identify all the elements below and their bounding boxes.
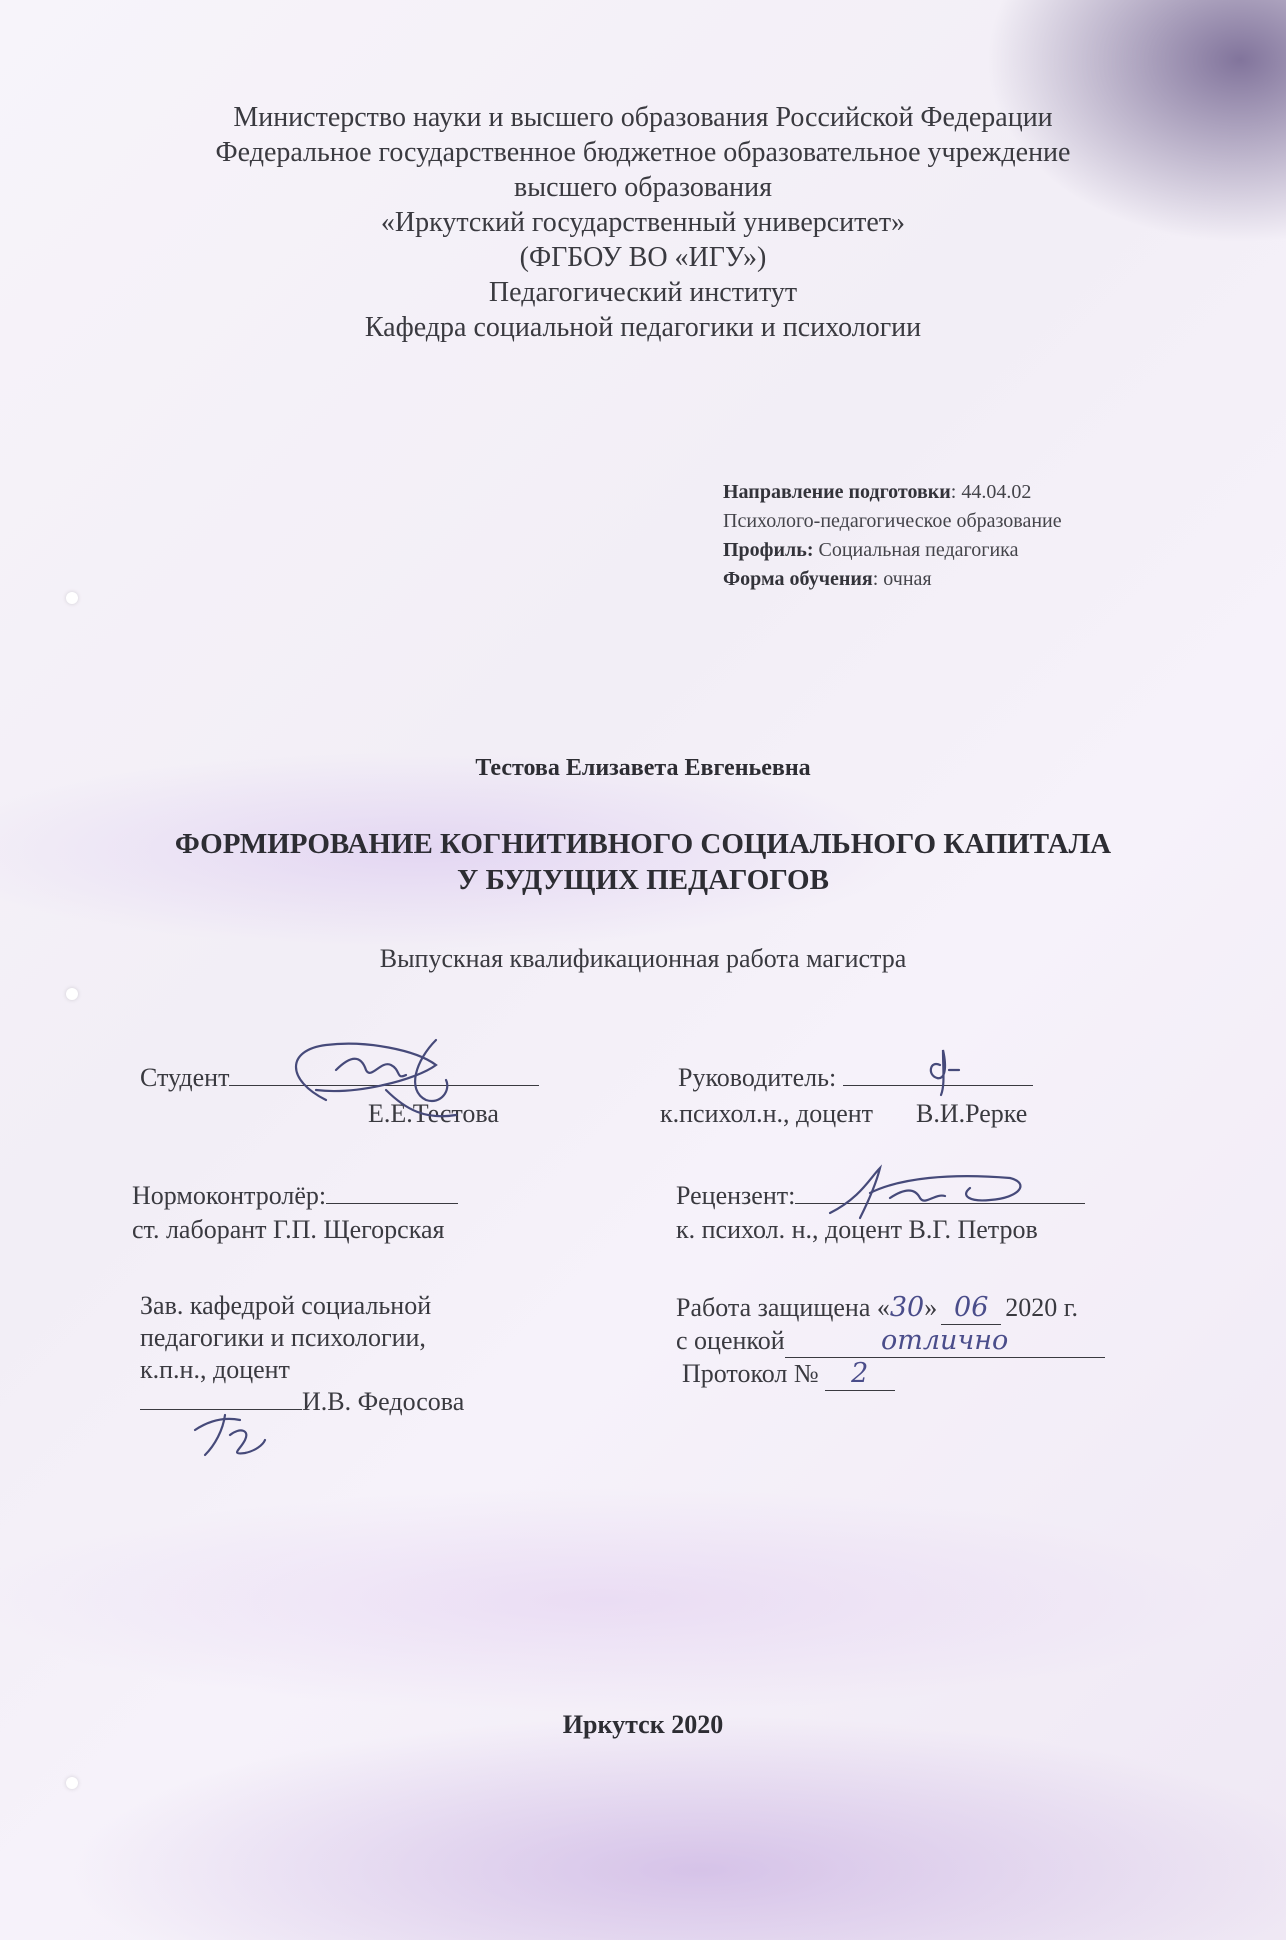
student-signature-handwritten xyxy=(266,1020,486,1145)
title-line-1: ФОРМИРОВАНИЕ КОГНИТИВНОГО СОЦИАЛЬНОГО КАПИТАЛА xyxy=(174,828,1112,860)
direction-name: Психолого-педагогическое образование xyxy=(723,510,1062,532)
supervisor-title: к.психол.н., доцент xyxy=(660,1099,874,1128)
abbreviation-line: (ФГБОУ ВО «ИГУ») xyxy=(519,242,767,273)
direction-line xyxy=(723,478,1243,507)
profile-value: Социальная педагогика xyxy=(813,539,1019,561)
defended-month: 06 xyxy=(941,1292,1001,1325)
title-line-2: У БУДУЩИХ ПЕДАГОГОВ xyxy=(457,864,829,896)
header-block xyxy=(0,100,1286,345)
form-value: : очная xyxy=(872,568,932,590)
student-label: Студент xyxy=(140,1063,230,1092)
institution-type-line: Федеральное государственное бюджетное образовательное учреждение xyxy=(215,137,1071,168)
ministry-line: Министерство науки и высшего образования Российской Федерации xyxy=(233,102,1053,133)
head-line-3: к.п.н., доцент xyxy=(140,1355,290,1384)
grade-line xyxy=(676,1325,1105,1358)
head-line-1: Зав. кафедрой социальной xyxy=(140,1291,432,1320)
university-line: «Иркутский государственный университет» xyxy=(380,207,906,238)
signature-line xyxy=(326,1181,458,1204)
program-info xyxy=(723,478,1243,594)
reviewer-signature-handwritten xyxy=(820,1158,1040,1233)
grade-value: отлично xyxy=(785,1325,1105,1358)
normcontrol-block xyxy=(132,1180,458,1212)
punch-hole xyxy=(66,1777,78,1789)
defended-line: Работа защищена «30» 06 2020 г. xyxy=(676,1292,1078,1323)
city-year: Иркутск 2020 xyxy=(562,1710,724,1739)
work-type: Выпускная квалификационная работа магистра xyxy=(379,944,907,973)
department-line: Кафедра социальной педагогики и психологии xyxy=(364,312,922,343)
defense-block xyxy=(676,1292,1105,1391)
institution-level-line: высшего образования xyxy=(514,172,772,203)
supervisor-name: В.И.Рерке xyxy=(916,1099,1028,1128)
protocol-label: Протокол № xyxy=(682,1359,819,1388)
head-of-department-block xyxy=(140,1290,464,1418)
supervisor-block xyxy=(678,1062,1033,1094)
protocol-line xyxy=(676,1358,1105,1391)
supervisor-label: Руководитель: xyxy=(678,1063,837,1092)
normcontrol-person: ст. лаборант Г.П. Щегорская xyxy=(132,1215,445,1244)
defended-year: 2020 г. xyxy=(1005,1293,1078,1322)
grade-label: с оценкой xyxy=(676,1326,785,1355)
direction-value: : 44.04.02 xyxy=(950,481,1032,503)
punch-hole xyxy=(66,592,78,604)
author-name: Тестова Елизавета Евгеньевна xyxy=(475,755,811,781)
normcontrol-label: Нормоконтролёр: xyxy=(132,1181,327,1210)
punch-hole xyxy=(66,988,78,1000)
reviewer-person: к. психол. н., доцент В.Г. Петров xyxy=(676,1215,1038,1244)
head-signature-handwritten xyxy=(185,1405,275,1470)
reviewer-label: Рецензент: xyxy=(676,1181,796,1210)
head-line-2: педагогики и психологии, xyxy=(140,1323,426,1352)
defended-label: Работа защищена « xyxy=(676,1293,890,1322)
protocol-value: 2 xyxy=(825,1358,895,1391)
profile-line xyxy=(723,536,1243,565)
institute-line: Педагогический институт xyxy=(488,277,798,308)
thesis-title xyxy=(0,826,1286,898)
profile-label: Профиль: xyxy=(723,539,814,561)
direction-label: Направление подготовки xyxy=(723,481,951,503)
student-name: Е.Е.Тестова xyxy=(368,1099,499,1128)
supervisor-signature-handwritten xyxy=(915,1040,975,1105)
head-name: И.В. Федосова xyxy=(302,1387,465,1416)
defended-day: 30 xyxy=(889,1292,925,1323)
form-line xyxy=(723,565,1243,594)
form-label: Форма обучения xyxy=(723,568,873,590)
